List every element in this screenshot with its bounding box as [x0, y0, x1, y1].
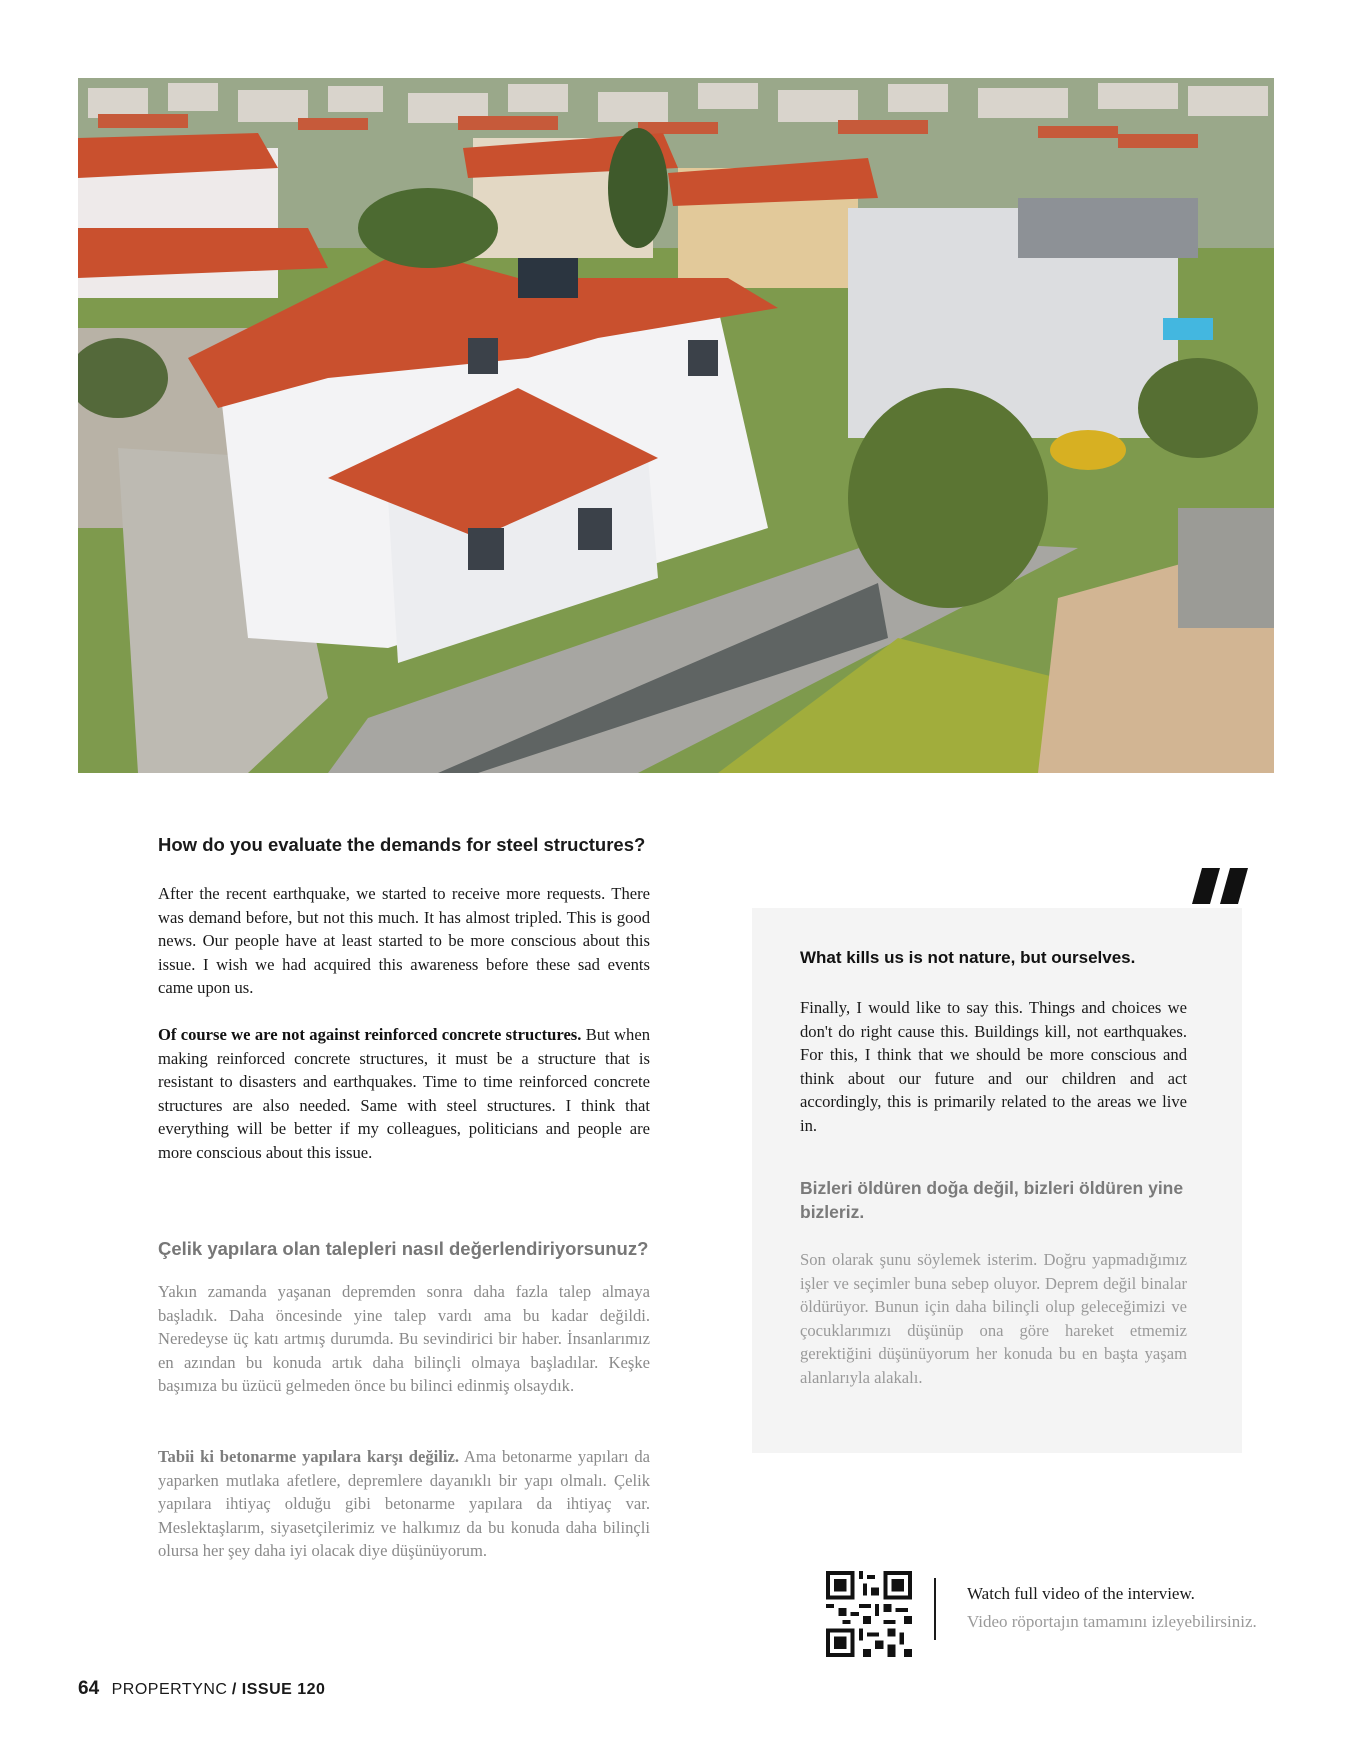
answer-paragraph-english-2: [158, 1023, 650, 1165]
video-label-turkish: Video röportajın tamamını izleyebilirsiniz.: [967, 1612, 1257, 1631]
answer-paragraph-turkish-1: Yakın zamanda yaşanan depremden sonra daha fazla talep almaya başladık. Daha öncesinde yine talep vardı ama bu kadar değildi. Neredeyse üç katı artmış durumda. Bu sevindirici bir haber. İnsanlarımız en azından bu konuda artık daha bilinçli olmaya başladılar. Keşke başımıza bu üzücü gelmeden önce bu bilinci edinmiş olsaydık.: [158, 1282, 650, 1396]
pullquote-heading-turkish: Bizleri öldüren doğa değil, bizleri öldüren yine bizleriz.: [800, 1178, 1184, 1222]
divider-line: [934, 1578, 936, 1640]
question-english: How do you evaluate the demands for steel structures?: [158, 834, 646, 855]
quotation-mark-icon: [1192, 858, 1252, 918]
qr-code[interactable]: [826, 1571, 912, 1657]
answer-paragraph-turkish-2: [158, 1445, 650, 1563]
pullquote-box: [752, 908, 1242, 1453]
pullquote-heading-english: What kills us is not nature, but ourselves.: [800, 948, 1136, 967]
aerial-house-photo: [78, 78, 1274, 773]
page-number: 64: [78, 1678, 100, 1699]
pullquote-text-english: Finally, I would like to say this. Things and choices we don't do right cause this. Buildings kill, not earthquakes. For this, I think that we should be more conscious and think about our future and our children and act accordingly, this is primarily related to the areas we live in.: [800, 998, 1187, 1135]
bold-lead-turkish: Tabii ki betonarme yapılara karşı değiliz.: [158, 1447, 459, 1466]
issue-number: / ISSUE 120: [231, 1681, 326, 1698]
paragraph-continuation-turkish: Ama betonarme yapıları da yaparken mutlaka afetlere, depremlere dayanıklı bir yapı olmalı. Çelik yapılara ihtiyaç olduğu gibi betonarme yapılara da ihtiyaç var. Meslektaşlarım, siyasetçilerimiz ve halkımız da bu konuda daha bilinçli olursa her şey daha iyi olacak diye düşünüyorum.: [158, 1447, 650, 1561]
video-label-english: Watch full video of the interview.: [967, 1584, 1195, 1603]
magazine-name: PROPERTYNC: [111, 1681, 228, 1698]
answer-paragraph-english-1: After the recent earthquake, we started to receive more requests. There was demand before, but not this much. It has almost tripled. This is good news. Our people have at least started to be more conscious about this issue. I wish we had acquired this awareness before these sad events came upon us.: [158, 884, 650, 998]
pullquote-text-turkish: Son olarak şunu söylemek isterim. Doğru yapmadığımız işler ve seçimler buna sebep oluyor. Deprem değil binalar öldürüyor. Bunun için daha bilinçli olup geleceğimizi ve çocuklarımızı düşünüp ona göre hareket etmemiz gerektiğini düşünüyorum her konuda bu en başta yaşam alanlarıyla alakalı.: [800, 1250, 1187, 1387]
bold-lead-english: Of course we are not against reinforced concrete structures.: [158, 1025, 582, 1044]
page-footer: [78, 1678, 325, 1700]
paragraph-continuation-english: But when making reinforced concrete structures, it must be a structure that is resistant to disasters and earthquakes. Time to time reinforced concrete structures are also needed. Same with steel structures. I think that everything will be better if my colleagues, politicians and people are more conscious about this issue.: [158, 1025, 650, 1162]
question-turkish: Çelik yapılara olan talepleri nasıl değerlendiriyorsunuz?: [158, 1238, 649, 1259]
